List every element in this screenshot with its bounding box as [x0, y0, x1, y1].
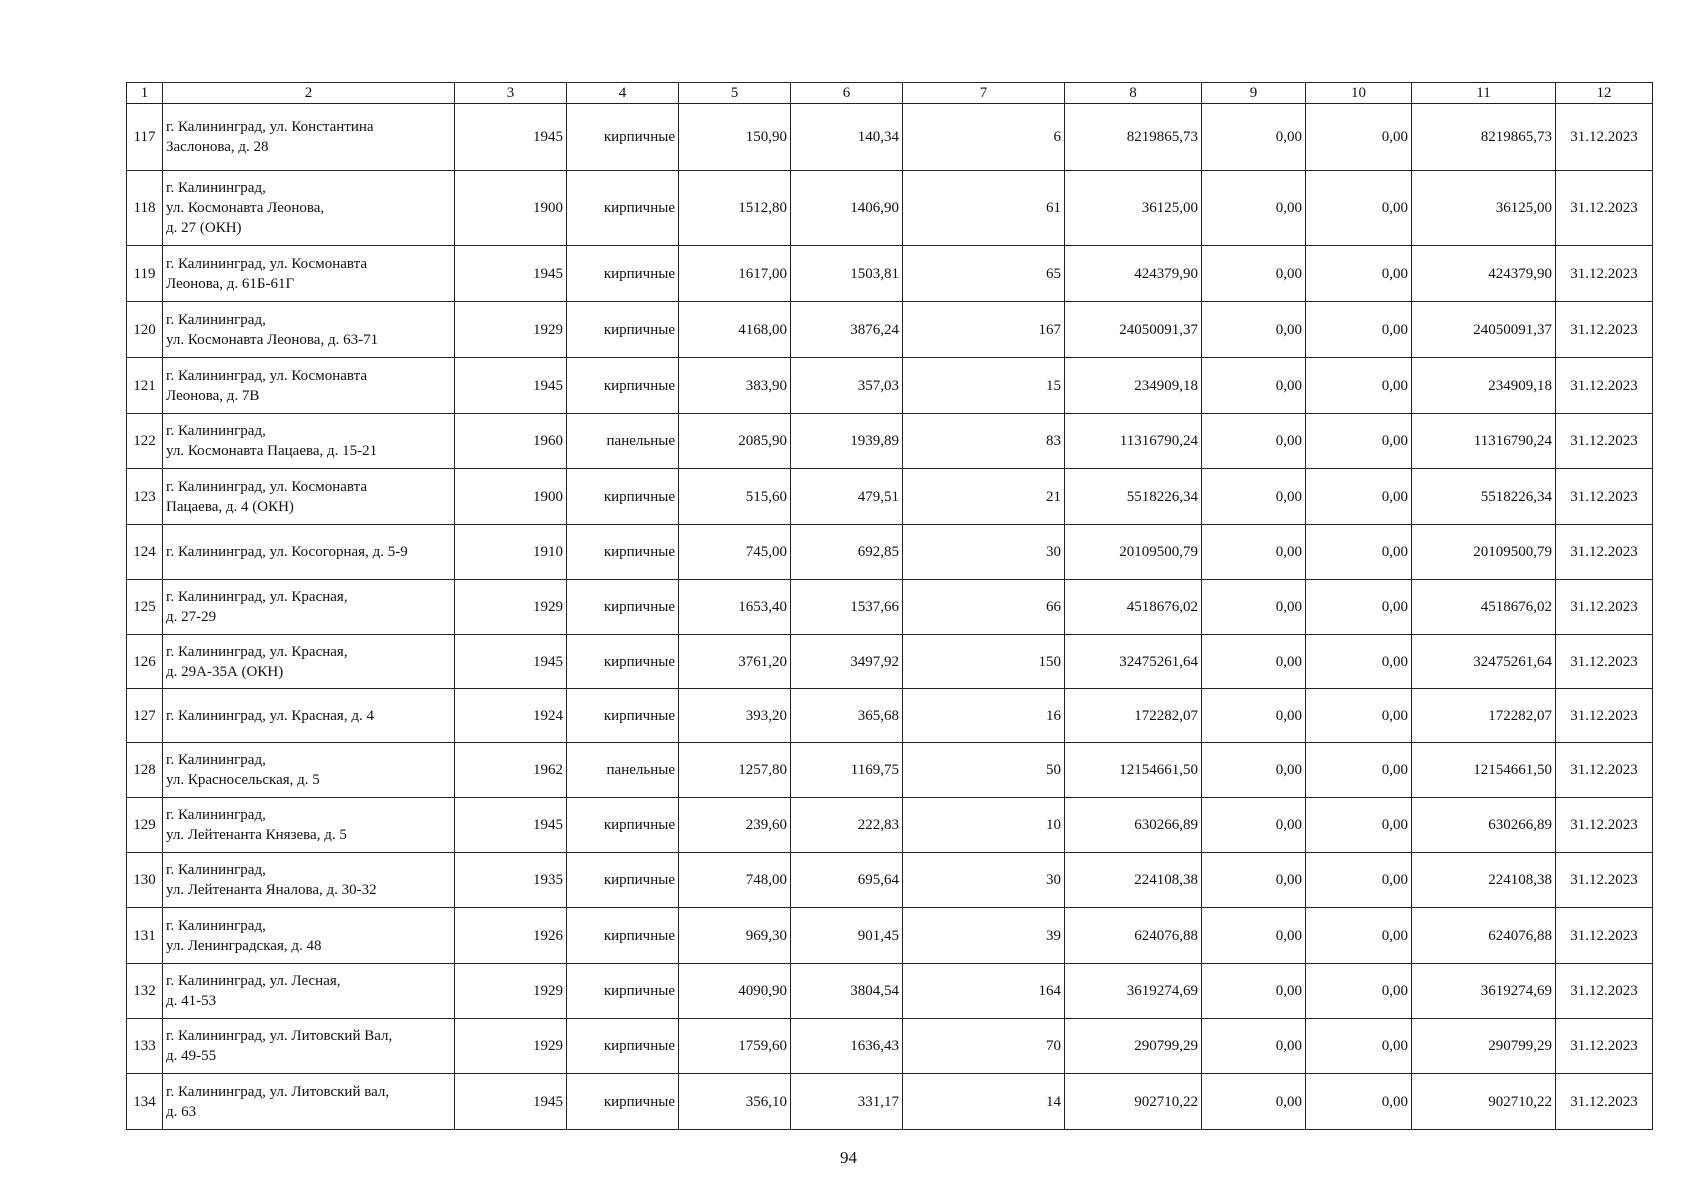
- col5-cell: 393,20: [679, 689, 791, 743]
- address-line: Леонова, д. 61Б-61Г: [166, 275, 295, 292]
- wall-material-cell: кирпичные: [567, 635, 679, 689]
- col11-cell: 8219865,73: [1412, 104, 1556, 171]
- col9-cell: 0,00: [1202, 964, 1306, 1019]
- date-cell: 31.12.2023: [1556, 1019, 1653, 1074]
- date-cell: 31.12.2023: [1556, 104, 1653, 171]
- row-number: 130: [127, 853, 163, 908]
- col6-cell: 695,64: [791, 853, 903, 908]
- col8-cell: 234909,18: [1065, 358, 1202, 414]
- col11-cell: 234909,18: [1412, 358, 1556, 414]
- col10-cell: 0,00: [1306, 358, 1412, 414]
- col9-cell: 0,00: [1202, 743, 1306, 798]
- address-cell: [163, 908, 455, 964]
- address-line: д. 63: [166, 1103, 197, 1120]
- col7-cell: 30: [903, 853, 1065, 908]
- address-line: г. Калининград, ул. Литовский вал,: [166, 1083, 390, 1100]
- row-number: 122: [127, 414, 163, 469]
- wall-material-cell: кирпичные: [567, 358, 679, 414]
- col11-cell: 20109500,79: [1412, 525, 1556, 580]
- col11-cell: 630266,89: [1412, 798, 1556, 853]
- col10-cell: 0,00: [1306, 964, 1412, 1019]
- wall-material-cell: панельные: [567, 743, 679, 798]
- col10-cell: 0,00: [1306, 635, 1412, 689]
- col11-cell: 424379,90: [1412, 246, 1556, 302]
- table-row: [127, 1074, 1653, 1130]
- row-number: 131: [127, 908, 163, 964]
- col7-cell: 164: [903, 964, 1065, 1019]
- col6-cell: 1169,75: [791, 743, 903, 798]
- col8-cell: 3619274,69: [1065, 964, 1202, 1019]
- address-cell: [163, 246, 455, 302]
- col5-cell: 1759,60: [679, 1019, 791, 1074]
- col11-cell: 224108,38: [1412, 853, 1556, 908]
- date-cell: 31.12.2023: [1556, 358, 1653, 414]
- table-row: [127, 798, 1653, 853]
- date-cell: 31.12.2023: [1556, 853, 1653, 908]
- col5-cell: 1512,80: [679, 171, 791, 246]
- col7-cell: 150: [903, 635, 1065, 689]
- address-cell: [163, 171, 455, 246]
- address-cell: [163, 469, 455, 525]
- address-cell: [163, 302, 455, 358]
- col7-cell: 66: [903, 580, 1065, 635]
- col5-cell: 2085,90: [679, 414, 791, 469]
- col7-cell: 10: [903, 798, 1065, 853]
- address-line: г. Калининград,: [166, 423, 266, 439]
- col11-cell: 36125,00: [1412, 171, 1556, 246]
- col9-cell: 0,00: [1202, 525, 1306, 580]
- date-cell: 31.12.2023: [1556, 469, 1653, 525]
- wall-material-cell: панельные: [567, 414, 679, 469]
- date-cell: 31.12.2023: [1556, 689, 1653, 743]
- col6-cell: 3497,92: [791, 635, 903, 689]
- col7-cell: 15: [903, 358, 1065, 414]
- col10-cell: 0,00: [1306, 414, 1412, 469]
- col8-cell: 8219865,73: [1065, 104, 1202, 171]
- wall-material-cell: кирпичные: [567, 302, 679, 358]
- col7-cell: 61: [903, 171, 1065, 246]
- col10-cell: 0,00: [1306, 798, 1412, 853]
- col5-cell: 150,90: [679, 104, 791, 171]
- address-cell: [163, 1019, 455, 1074]
- address-line: Заслонова, д. 28: [166, 139, 269, 155]
- year-cell: 1929: [455, 580, 567, 635]
- address-cell: [163, 525, 455, 580]
- col6-cell: 1636,43: [791, 1019, 903, 1074]
- row-number: 126: [127, 635, 163, 689]
- col8-cell: 12154661,50: [1065, 743, 1202, 798]
- year-cell: 1945: [455, 1074, 567, 1130]
- row-number: 117: [127, 104, 163, 171]
- address-line: г. Калининград,: [166, 180, 266, 196]
- address-line: ул. Лейтенанта Князева, д. 5: [166, 827, 347, 843]
- col6-cell: 331,17: [791, 1074, 903, 1130]
- col10-cell: 0,00: [1306, 853, 1412, 908]
- header-row: [127, 83, 1653, 104]
- table-row: [127, 635, 1653, 689]
- col11-cell: 24050091,37: [1412, 302, 1556, 358]
- col-header-3: 3: [455, 83, 567, 104]
- table-row: [127, 580, 1653, 635]
- col8-cell: 11316790,24: [1065, 414, 1202, 469]
- col9-cell: 0,00: [1202, 171, 1306, 246]
- col-header-8: 8: [1065, 83, 1202, 104]
- year-cell: 1929: [455, 964, 567, 1019]
- date-cell: 31.12.2023: [1556, 743, 1653, 798]
- year-cell: 1945: [455, 246, 567, 302]
- row-number: 121: [127, 358, 163, 414]
- col6-cell: 1503,81: [791, 246, 903, 302]
- col11-cell: 32475261,64: [1412, 635, 1556, 689]
- col7-cell: 16: [903, 689, 1065, 743]
- wall-material-cell: кирпичные: [567, 908, 679, 964]
- address-line: г. Калининград,: [166, 917, 266, 934]
- address-line: Леонова, д. 7В: [166, 387, 260, 404]
- col11-cell: 4518676,02: [1412, 580, 1556, 635]
- address-line: г. Калининград, ул. Космонавта: [166, 367, 367, 384]
- col8-cell: 630266,89: [1065, 798, 1202, 853]
- row-number: 134: [127, 1074, 163, 1130]
- col6-cell: 357,03: [791, 358, 903, 414]
- col5-cell: 1653,40: [679, 580, 791, 635]
- col6-cell: 1939,89: [791, 414, 903, 469]
- col7-cell: 70: [903, 1019, 1065, 1074]
- col-header-5: 5: [679, 83, 791, 104]
- col11-cell: 902710,22: [1412, 1074, 1556, 1130]
- year-cell: 1945: [455, 798, 567, 853]
- date-cell: 31.12.2023: [1556, 580, 1653, 635]
- col10-cell: 0,00: [1306, 580, 1412, 635]
- col10-cell: 0,00: [1306, 1019, 1412, 1074]
- col7-cell: 65: [903, 246, 1065, 302]
- address-cell: [163, 580, 455, 635]
- col-header-12: 12: [1556, 83, 1653, 104]
- date-cell: 31.12.2023: [1556, 525, 1653, 580]
- year-cell: 1900: [455, 171, 567, 246]
- address-line: г. Калининград,: [166, 807, 266, 823]
- wall-material-cell: кирпичные: [567, 171, 679, 246]
- year-cell: 1926: [455, 908, 567, 964]
- col-header-9: 9: [1202, 83, 1306, 104]
- date-cell: 31.12.2023: [1556, 908, 1653, 964]
- address-line: г. Калининград, ул. Космонавта: [166, 478, 367, 495]
- col-header-6: 6: [791, 83, 903, 104]
- col9-cell: 0,00: [1202, 853, 1306, 908]
- year-cell: 1924: [455, 689, 567, 743]
- col5-cell: 515,60: [679, 469, 791, 525]
- col6-cell: 479,51: [791, 469, 903, 525]
- table-row: [127, 689, 1653, 743]
- col5-cell: 1257,80: [679, 743, 791, 798]
- col7-cell: 30: [903, 525, 1065, 580]
- col6-cell: 222,83: [791, 798, 903, 853]
- date-cell: 31.12.2023: [1556, 964, 1653, 1019]
- address-line: д. 49-55: [166, 1048, 217, 1064]
- col6-cell: 901,45: [791, 908, 903, 964]
- year-cell: 1900: [455, 469, 567, 525]
- table-row: [127, 525, 1653, 580]
- address-line: г. Калининград,: [166, 862, 266, 878]
- address-line: г. Калининград,: [166, 311, 266, 328]
- address-line: г. Калининград, ул. Красная,: [166, 643, 348, 660]
- date-cell: 31.12.2023: [1556, 246, 1653, 302]
- row-number: 125: [127, 580, 163, 635]
- col9-cell: 0,00: [1202, 358, 1306, 414]
- address-line: ул. Ленинградская, д. 48: [166, 937, 322, 954]
- table-row: [127, 964, 1653, 1019]
- row-number: 124: [127, 525, 163, 580]
- address-line: г. Калининград, ул. Красная, д. 4: [166, 707, 374, 724]
- col10-cell: 0,00: [1306, 908, 1412, 964]
- year-cell: 1945: [455, 104, 567, 171]
- col9-cell: 0,00: [1202, 302, 1306, 358]
- table-row: [127, 743, 1653, 798]
- address-line: д. 27-29: [166, 609, 217, 625]
- table-row: [127, 1019, 1653, 1074]
- row-number: 133: [127, 1019, 163, 1074]
- wall-material-cell: кирпичные: [567, 525, 679, 580]
- col9-cell: 0,00: [1202, 104, 1306, 171]
- address-line: г. Калининград, ул. Космонавта: [166, 255, 367, 272]
- year-cell: 1910: [455, 525, 567, 580]
- col9-cell: 0,00: [1202, 246, 1306, 302]
- wall-material-cell: кирпичные: [567, 798, 679, 853]
- col9-cell: 0,00: [1202, 414, 1306, 469]
- wall-material-cell: кирпичные: [567, 469, 679, 525]
- col11-cell: 5518226,34: [1412, 469, 1556, 525]
- wall-material-cell: кирпичные: [567, 104, 679, 171]
- year-cell: 1929: [455, 302, 567, 358]
- col6-cell: 365,68: [791, 689, 903, 743]
- col5-cell: 4168,00: [679, 302, 791, 358]
- table-row: [127, 171, 1653, 246]
- address-line: ул. Космонавта Леонова, д. 63-71: [166, 331, 379, 348]
- table-header: [127, 83, 1653, 104]
- address-line: ул. Космонавта Леонова,: [166, 200, 325, 216]
- col8-cell: 5518226,34: [1065, 469, 1202, 525]
- row-number: 123: [127, 469, 163, 525]
- address-line: д. 27 (ОКН): [166, 220, 242, 236]
- address-cell: [163, 1074, 455, 1130]
- row-number: 118: [127, 171, 163, 246]
- col11-cell: 172282,07: [1412, 689, 1556, 743]
- col8-cell: 24050091,37: [1065, 302, 1202, 358]
- address-line: ул. Космонавта Пацаева, д. 15-21: [166, 443, 378, 459]
- col8-cell: 624076,88: [1065, 908, 1202, 964]
- date-cell: 31.12.2023: [1556, 1074, 1653, 1130]
- col7-cell: 14: [903, 1074, 1065, 1130]
- address-line: г. Калининград, ул. Константина: [166, 119, 374, 135]
- col10-cell: 0,00: [1306, 469, 1412, 525]
- address-cell: [163, 104, 455, 171]
- wall-material-cell: кирпичные: [567, 853, 679, 908]
- address-cell: [163, 414, 455, 469]
- address-line: г. Калининград, ул. Косогорная, д. 5-9: [166, 544, 408, 560]
- col10-cell: 0,00: [1306, 743, 1412, 798]
- col9-cell: 0,00: [1202, 469, 1306, 525]
- col11-cell: 3619274,69: [1412, 964, 1556, 1019]
- col9-cell: 0,00: [1202, 908, 1306, 964]
- col7-cell: 83: [903, 414, 1065, 469]
- wall-material-cell: кирпичные: [567, 246, 679, 302]
- table-row: [127, 358, 1653, 414]
- col8-cell: 4518676,02: [1065, 580, 1202, 635]
- col9-cell: 0,00: [1202, 798, 1306, 853]
- col6-cell: 140,34: [791, 104, 903, 171]
- col6-cell: 3876,24: [791, 302, 903, 358]
- col11-cell: 290799,29: [1412, 1019, 1556, 1074]
- row-number: 120: [127, 302, 163, 358]
- table-row: [127, 302, 1653, 358]
- table-row: [127, 908, 1653, 964]
- col8-cell: 36125,00: [1065, 171, 1202, 246]
- address-cell: [163, 853, 455, 908]
- page-number: 94: [840, 1148, 857, 1167]
- col10-cell: 0,00: [1306, 1074, 1412, 1130]
- col8-cell: 172282,07: [1065, 689, 1202, 743]
- wall-material-cell: кирпичные: [567, 1019, 679, 1074]
- col5-cell: 4090,90: [679, 964, 791, 1019]
- col8-cell: 902710,22: [1065, 1074, 1202, 1130]
- table-body: [127, 104, 1653, 1130]
- wall-material-cell: кирпичные: [567, 1074, 679, 1130]
- col11-cell: 624076,88: [1412, 908, 1556, 964]
- col10-cell: 0,00: [1306, 104, 1412, 171]
- col5-cell: 239,60: [679, 798, 791, 853]
- col5-cell: 356,10: [679, 1074, 791, 1130]
- col9-cell: 0,00: [1202, 1074, 1306, 1130]
- col5-cell: 969,30: [679, 908, 791, 964]
- housing-register-table: [126, 82, 1653, 1130]
- table-row: [127, 104, 1653, 171]
- col7-cell: 50: [903, 743, 1065, 798]
- col5-cell: 745,00: [679, 525, 791, 580]
- date-cell: 31.12.2023: [1556, 302, 1653, 358]
- col8-cell: 424379,90: [1065, 246, 1202, 302]
- col7-cell: 21: [903, 469, 1065, 525]
- address-line: г. Калининград, ул. Литовский Вал,: [166, 1028, 393, 1044]
- address-line: г. Калининград, ул. Лесная,: [166, 973, 341, 989]
- table-row: [127, 853, 1653, 908]
- year-cell: 1929: [455, 1019, 567, 1074]
- year-cell: 1935: [455, 853, 567, 908]
- date-cell: 31.12.2023: [1556, 798, 1653, 853]
- date-cell: 31.12.2023: [1556, 635, 1653, 689]
- table-row: [127, 414, 1653, 469]
- col5-cell: 1617,00: [679, 246, 791, 302]
- address-line: Пацаева, д. 4 (ОКН): [166, 498, 294, 515]
- year-cell: 1945: [455, 358, 567, 414]
- col-header-2: 2: [163, 83, 455, 104]
- col9-cell: 0,00: [1202, 689, 1306, 743]
- date-cell: 31.12.2023: [1556, 171, 1653, 246]
- table-row: [127, 246, 1653, 302]
- col6-cell: 692,85: [791, 525, 903, 580]
- col6-cell: 1537,66: [791, 580, 903, 635]
- col8-cell: 20109500,79: [1065, 525, 1202, 580]
- address-line: ул. Лейтенанта Яналова, д. 30-32: [166, 882, 377, 898]
- year-cell: 1960: [455, 414, 567, 469]
- col9-cell: 0,00: [1202, 635, 1306, 689]
- col5-cell: 748,00: [679, 853, 791, 908]
- col8-cell: 290799,29: [1065, 1019, 1202, 1074]
- col10-cell: 0,00: [1306, 246, 1412, 302]
- year-cell: 1945: [455, 635, 567, 689]
- year-cell: 1962: [455, 743, 567, 798]
- address-line: г. Калининград, ул. Красная,: [166, 589, 348, 605]
- col-header-4: 4: [567, 83, 679, 104]
- row-number: 132: [127, 964, 163, 1019]
- address-cell: [163, 635, 455, 689]
- col5-cell: 383,90: [679, 358, 791, 414]
- col-header-11: 11: [1412, 83, 1556, 104]
- table-row: [127, 469, 1653, 525]
- wall-material-cell: кирпичные: [567, 964, 679, 1019]
- row-number: 128: [127, 743, 163, 798]
- col10-cell: 0,00: [1306, 689, 1412, 743]
- address-cell: [163, 798, 455, 853]
- col6-cell: 3804,54: [791, 964, 903, 1019]
- col11-cell: 12154661,50: [1412, 743, 1556, 798]
- col-header-10: 10: [1306, 83, 1412, 104]
- col11-cell: 11316790,24: [1412, 414, 1556, 469]
- col5-cell: 3761,20: [679, 635, 791, 689]
- row-number: 119: [127, 246, 163, 302]
- address-line: д. 41-53: [166, 993, 217, 1009]
- address-cell: [163, 743, 455, 798]
- col9-cell: 0,00: [1202, 580, 1306, 635]
- col-header-7: 7: [903, 83, 1065, 104]
- wall-material-cell: кирпичные: [567, 580, 679, 635]
- wall-material-cell: кирпичные: [567, 689, 679, 743]
- address-line: г. Калининград,: [166, 752, 266, 768]
- row-number: 129: [127, 798, 163, 853]
- col7-cell: 6: [903, 104, 1065, 171]
- date-cell: 31.12.2023: [1556, 414, 1653, 469]
- col9-cell: 0,00: [1202, 1019, 1306, 1074]
- address-line: д. 29А-35А (ОКН): [166, 663, 284, 680]
- row-number: 127: [127, 689, 163, 743]
- address-cell: [163, 358, 455, 414]
- address-cell: [163, 689, 455, 743]
- col10-cell: 0,00: [1306, 525, 1412, 580]
- col8-cell: 32475261,64: [1065, 635, 1202, 689]
- col7-cell: 167: [903, 302, 1065, 358]
- col6-cell: 1406,90: [791, 171, 903, 246]
- address-cell: [163, 964, 455, 1019]
- col8-cell: 224108,38: [1065, 853, 1202, 908]
- col10-cell: 0,00: [1306, 171, 1412, 246]
- col7-cell: 39: [903, 908, 1065, 964]
- col10-cell: 0,00: [1306, 302, 1412, 358]
- col-header-1: 1: [127, 83, 163, 104]
- address-line: ул. Красносельская, д. 5: [166, 772, 320, 788]
